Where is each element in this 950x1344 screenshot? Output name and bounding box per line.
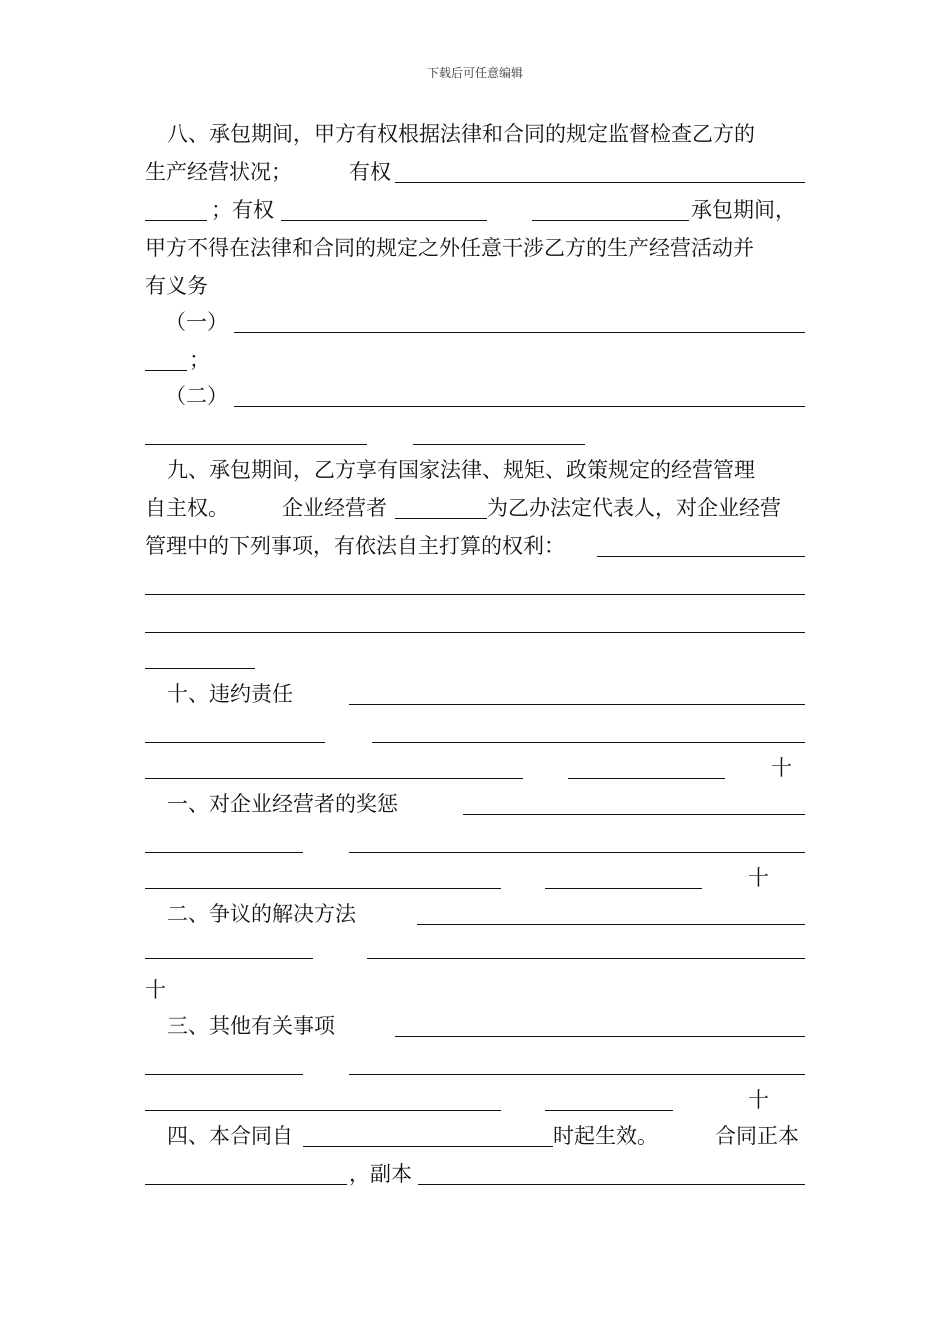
line-text: 有义务 — [145, 274, 208, 298]
document-line — [145, 1044, 805, 1084]
document-line — [145, 970, 805, 1010]
dash-line — [367, 958, 805, 959]
line-text: 承包期间， — [691, 198, 796, 222]
fill-in-blank — [145, 852, 303, 853]
fill-in-blank — [417, 924, 805, 925]
line-text: 为乙办法定代表人，对企业经营 — [487, 496, 781, 520]
line-text: （一） — [165, 310, 228, 334]
fill-in-blank — [395, 1036, 805, 1037]
fill-in-blank — [145, 370, 187, 371]
line-text: ，副本 — [349, 1162, 412, 1186]
document-line — [145, 564, 805, 604]
line-text: 八、承包期间，甲方有权根据法律和合同的规定监督检查乙方的 — [167, 122, 755, 146]
fill-in-blank — [413, 444, 585, 445]
document-line — [145, 858, 805, 898]
document-line — [145, 152, 805, 192]
fill-in-blank — [545, 888, 702, 889]
document-line — [145, 1006, 805, 1046]
fill-in-blank — [145, 668, 255, 669]
document-line — [145, 414, 805, 454]
line-text: 自主权。 — [145, 496, 229, 520]
line-text: 四、本合同自 — [167, 1124, 293, 1148]
line-text: 二、争议的解决方法 — [167, 902, 356, 926]
line-text: 管理中的下列事项，有依法自主打算的权利： — [145, 534, 565, 558]
line-text: 十 — [748, 1088, 769, 1112]
fill-in-blank — [281, 220, 487, 221]
dash-line — [145, 958, 313, 959]
line-text: 一、对企业经营者的奖惩 — [167, 792, 398, 816]
fill-in-blank — [145, 1110, 501, 1111]
fill-in-blank — [145, 888, 501, 889]
document-line — [145, 340, 805, 380]
document-line — [145, 488, 805, 528]
document-line — [145, 674, 805, 714]
document-line — [145, 526, 805, 566]
line-text: 三、其他有关事项 — [167, 1014, 335, 1038]
fill-in-blank — [145, 742, 325, 743]
line-text: 九、承包期间，乙方享有国家法律、规矩、政策规定的经营管理 — [167, 458, 755, 482]
fill-in-blank — [234, 406, 805, 407]
fill-in-blank — [145, 594, 805, 595]
document-line — [145, 228, 805, 268]
fill-in-blank — [463, 814, 805, 815]
line-text: 时起生效。 — [553, 1124, 658, 1148]
document-line — [145, 1116, 805, 1156]
fill-in-blank — [349, 852, 805, 853]
fill-in-blank — [568, 778, 725, 779]
line-text: 甲方不得在法律和合同的规定之外任意干涉乙方的生产经营活动并 — [145, 236, 754, 260]
line-text: 企业经营者 — [282, 496, 387, 520]
document-line — [145, 822, 805, 862]
line-text: 有权 — [349, 160, 391, 184]
page-header: 下载后可任意编辑 — [426, 66, 523, 80]
line-text: ； — [189, 348, 210, 372]
document-line — [145, 748, 805, 788]
document-line — [145, 1080, 805, 1120]
document-line — [145, 784, 805, 824]
line-text: 十、违约责任 — [167, 682, 293, 706]
document-line — [145, 376, 805, 416]
line-text: 生产经营状况； — [145, 160, 292, 184]
fill-in-blank — [395, 182, 805, 183]
document-line — [145, 302, 805, 342]
document-line — [145, 894, 805, 934]
fill-in-blank — [532, 220, 689, 221]
fill-in-blank — [349, 1074, 805, 1075]
fill-in-blank — [349, 704, 805, 705]
document-line — [145, 1154, 805, 1194]
document-line — [145, 450, 805, 490]
document-line — [145, 712, 805, 752]
line-text: ；有权 — [211, 198, 274, 222]
fill-in-blank — [395, 518, 487, 519]
document-line — [145, 114, 805, 154]
fill-in-blank — [145, 220, 207, 221]
fill-in-blank — [145, 778, 523, 779]
line-text: 十 — [771, 756, 792, 780]
fill-in-blank — [545, 1110, 673, 1111]
fill-in-blank — [234, 332, 805, 333]
fill-in-blank — [372, 742, 805, 743]
fill-in-blank — [145, 1074, 303, 1075]
fill-in-blank — [597, 556, 805, 557]
fill-in-blank — [145, 444, 367, 445]
fill-in-blank — [303, 1146, 553, 1147]
fill-in-blank — [145, 1184, 347, 1185]
line-text: 十 — [748, 866, 769, 890]
document-line — [145, 190, 805, 230]
line-text: 合同正本 — [715, 1124, 799, 1148]
document-line — [145, 266, 805, 306]
fill-in-blank — [418, 1184, 805, 1185]
fill-in-blank — [145, 632, 805, 633]
line-text: （二） — [165, 384, 228, 408]
line-text: 十 — [145, 978, 166, 1002]
document-line — [145, 638, 805, 678]
document-line — [145, 602, 805, 642]
